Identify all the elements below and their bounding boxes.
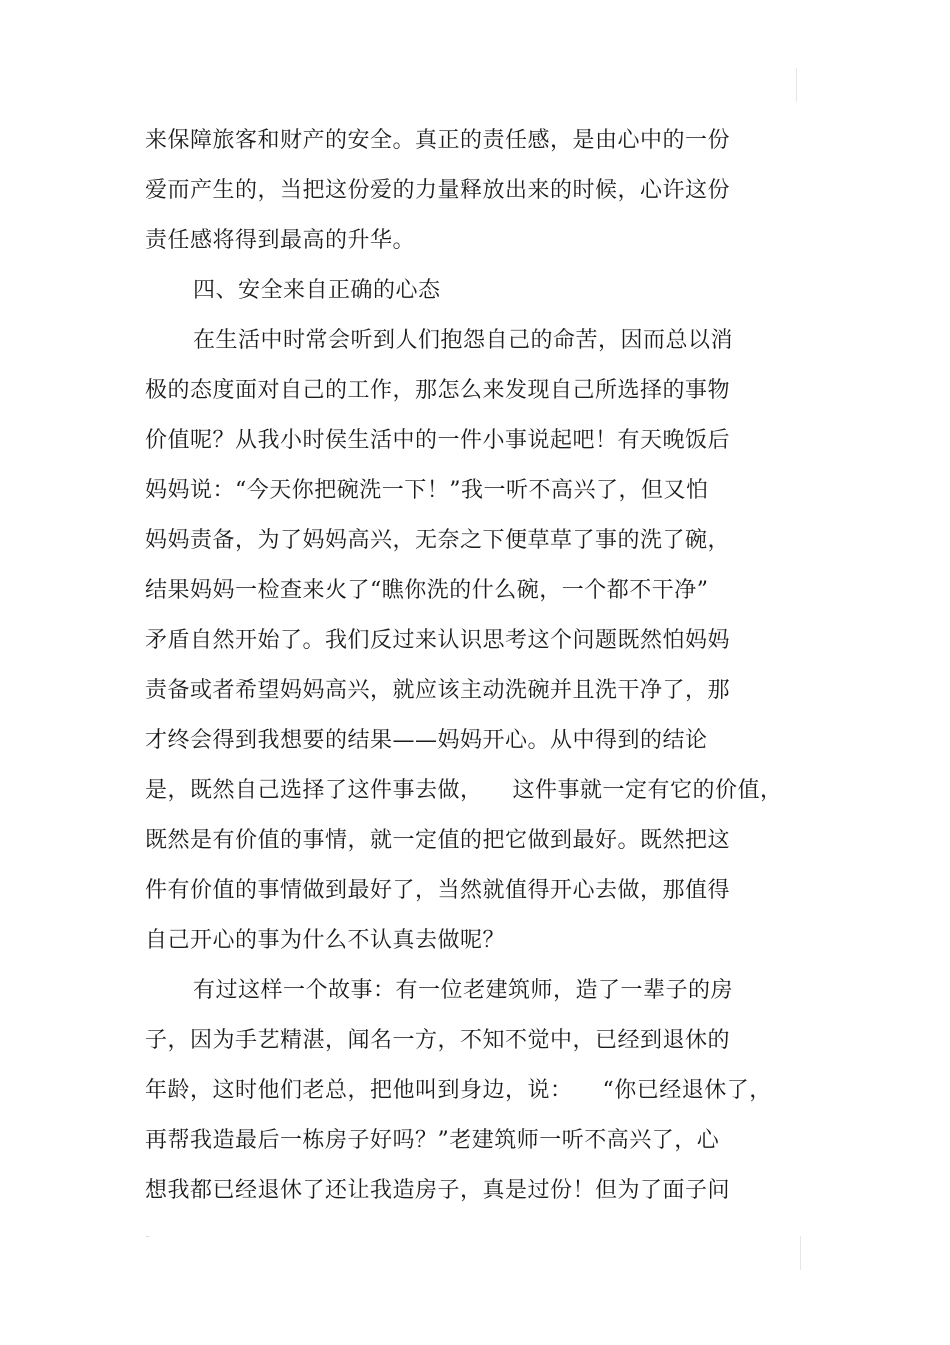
page-margin-mark-top [796,68,797,102]
paragraph-line: 价值呢？从我小时侯生活中的一件小事说起吧！有天晚饭后 [145,428,731,453]
paragraph-line: 想我都已经退休了还让我造房子，真是过份！但为了面子问 [145,1178,731,1203]
paragraph-line: 结果妈妈一检查来火了“瞧你洗的什么碗，一个都不干净” [145,578,709,603]
paragraph-line: 才终会得到我想要的结果——妈妈开心。从中得到的结论 [145,728,708,753]
paragraph-line: 责备或者希望妈妈高兴，就应该主动洗碗并且洗干净了，那 [145,678,731,703]
paragraph-line: 年龄，这时他们老总，把他叫到身边，说： “你已经退休了， [145,1078,772,1103]
paragraph-line: 件有价值的事情做到最好了，当然就值得开心去做，那值得 [145,878,731,903]
paragraph-line: 妈妈责备，为了妈妈高兴，无奈之下便草草了事的洗了碗， [145,528,731,553]
paragraph-line: 子，因为手艺精湛，闻名一方，不知不觉中，已经到退休的 [145,1028,731,1053]
paragraph-line: 极的态度面对自己的工作，那怎么来发现自己所选择的事物 [145,378,731,403]
paragraph-line: 自己开心的事为什么不认真去做呢？ [145,928,506,953]
paragraph-line: 有过这样一个故事：有一位老建筑师，造了一辈子的房 [193,978,734,1003]
paragraph-line: 既然是有价值的事情，就一定值的把它做到最好。既然把这 [145,828,731,853]
paragraph-line: 矛盾自然开始了。我们反过来认识思考这个问题既然怕妈妈 [145,628,731,653]
paragraph-line: 是，既然自己选择了这件事去做， 这件事就一定有它的价值， [145,778,783,803]
paragraph-line: 在生活中时常会听到人们抱怨自己的命苦，因而总以消 [193,328,734,353]
paragraph-line: 来保障旅客和财产的安全。真正的责任感，是由心中的一份 [145,128,731,153]
section-heading: 四、安全来自正确的心态 [193,278,441,303]
paragraph-line: 责任感将得到最高的升华。 [145,228,416,253]
page-corner-mark [146,1236,149,1237]
paragraph-line: 再帮我造最后一栋房子好吗？”老建筑师一听不高兴了，心 [145,1128,720,1153]
page-margin-mark-bottom [800,1236,801,1270]
paragraph-line: 爱而产生的，当把这份爱的力量释放出来的时候，心许这份 [145,178,731,203]
paragraph-line: 妈妈说：“今天你把碗洗一下！”我一听不高兴了，但又怕 [145,478,709,503]
